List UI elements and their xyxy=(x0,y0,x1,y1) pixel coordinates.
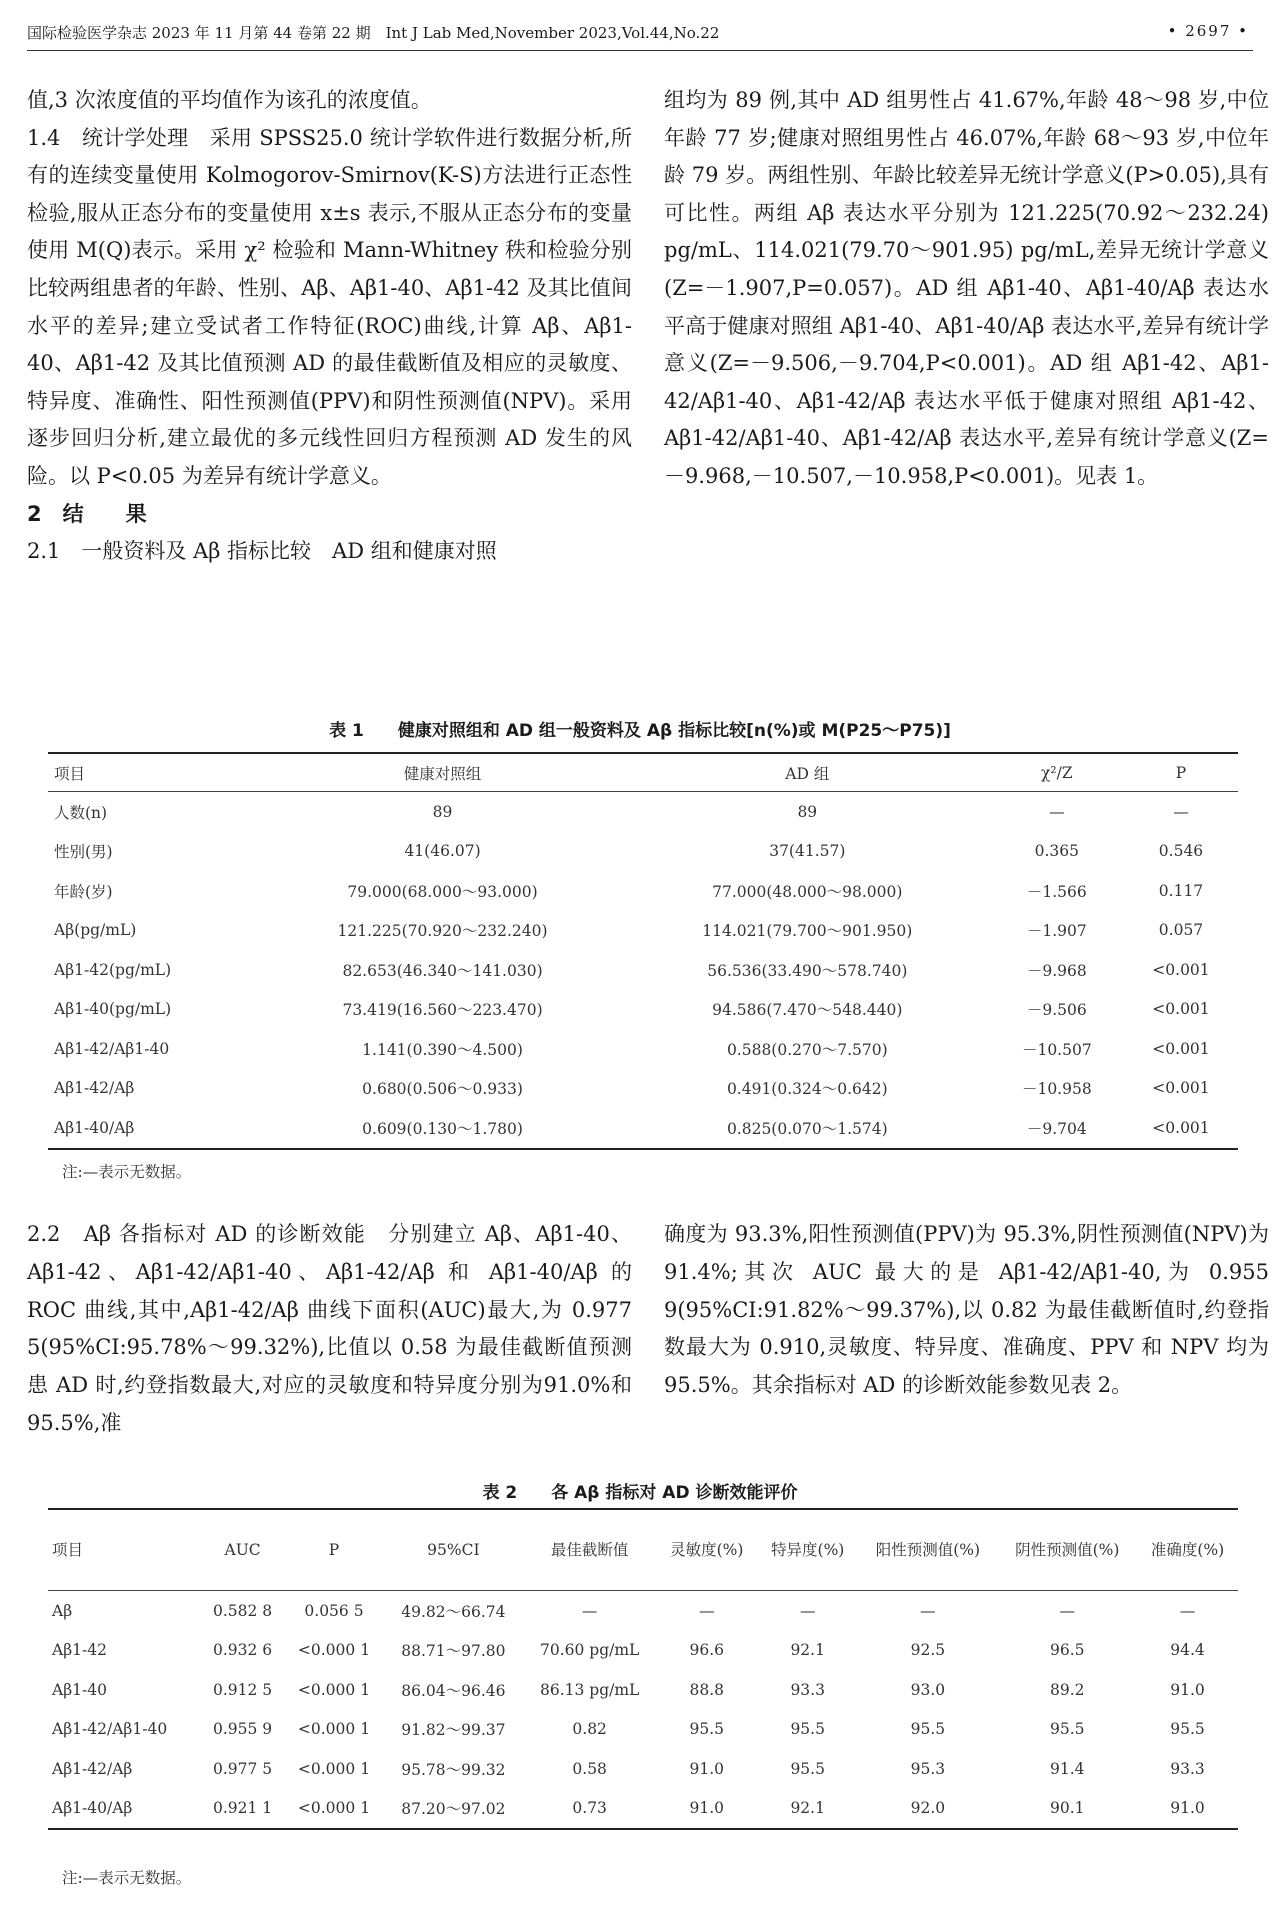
running-header xyxy=(27,18,1253,51)
column-header: 准确度(%) xyxy=(1137,1509,1238,1591)
column-header: 项目 xyxy=(48,753,260,792)
right-column xyxy=(664,82,1269,496)
table-cell: Aβ1-42/Aβ1-40 xyxy=(52,1720,168,1739)
table-row xyxy=(48,1069,1238,1109)
table-cell: 121.225(70.920～232.240) xyxy=(337,922,548,941)
table2 xyxy=(48,1508,1238,1830)
column-header: 项目 xyxy=(48,1509,201,1591)
table-cell: 93.0 xyxy=(910,1680,946,1699)
table-cell: 1.141(0.390～4.500) xyxy=(362,1040,523,1059)
table-cell: 96.5 xyxy=(1050,1641,1085,1660)
table-cell: 87.20～97.02 xyxy=(384,1789,523,1830)
table-cell: 91.82～99.37 xyxy=(401,1721,506,1740)
table-cell: <0.001 xyxy=(1152,1039,1210,1058)
table-cell: Aβ1-40 xyxy=(52,1680,107,1699)
table-cell: 91.0 xyxy=(689,1759,725,1778)
table-cell: －10.507 xyxy=(1021,1040,1092,1059)
table-cell: －10.958 xyxy=(1021,1080,1092,1099)
table-cell: — xyxy=(1179,1601,1196,1620)
table-cell: 92.5 xyxy=(910,1641,946,1660)
table-cell: Aβ xyxy=(52,1601,73,1620)
table-row xyxy=(48,1670,1238,1710)
table-cell: 89.2 xyxy=(1050,1680,1085,1699)
table-cell: Aβ1-42/Aβ xyxy=(52,1759,133,1778)
table-cell: 91.0 xyxy=(1170,1680,1205,1699)
section-2-2-right: 确度为 93.3%,阳性预测值(PPV)为 95.3%,阴性预测值(NPV)为 91.4%;其次 AUC 最大的是 Aβ1-42/Aβ1-40,为 0.955 9(95%CI:91.82%～99.37%),以 0.82 为最佳截断值时,约登指数最大为 0.910,灵敏度、特异度、准确度、PPV 和 NPV 均为 95.5%。其余指标对 AD 的诊断效能参数见表 2。 xyxy=(664,1222,1269,1398)
table-cell: －1.907 xyxy=(1026,922,1087,941)
table-row xyxy=(48,911,1238,951)
table-cell: 93.3 xyxy=(790,1680,825,1699)
table-cell: 年龄(岁) xyxy=(54,882,113,901)
table-row xyxy=(48,1749,1238,1789)
section-2-1-start: 2.1 一般资料及 Aβ 指标比较 AD 组和健康对照 xyxy=(27,539,497,564)
column-header: P xyxy=(1124,753,1238,792)
table-cell: 0.365 xyxy=(1034,842,1080,861)
table-cell: 0.546 xyxy=(1158,842,1204,861)
table-cell: 86.13 pg/mL xyxy=(539,1680,640,1699)
table-cell: 92.0 xyxy=(858,1789,997,1830)
table-cell: 人数(n) xyxy=(54,803,108,822)
table-cell: 0.932 6 xyxy=(212,1641,273,1660)
table-cell: 95.5 xyxy=(910,1720,946,1739)
results-heading: 2 结 果 xyxy=(27,501,147,526)
table-cell: 89 xyxy=(432,802,453,821)
table-cell: 94.586(7.470～548.440) xyxy=(712,1001,903,1020)
table-cell: — xyxy=(799,1601,816,1620)
table-cell: 0.977 5 xyxy=(212,1759,273,1778)
table-cell: 92.1 xyxy=(757,1789,858,1830)
column-header: 特异度(%) xyxy=(757,1509,858,1591)
table-row xyxy=(48,950,1238,990)
section-2-2-left: 2.2 Aβ 各指标对 AD 的诊断效能 分别建立 Aβ、Aβ1-40、Aβ1-42、Aβ1-42/Aβ1-40、Aβ1-42/Aβ 和 Aβ1-40/Aβ 的 ROC 曲线,其中,Aβ1-42/Aβ 曲线下面积(AUC)最大,为 0.977 5(95%CI:95.78%～99.32%),比值以 0.58 为最佳截断值预测患 AD 时,约登指数最大,对应的灵敏度和特异度分别为91.0%和 95.5%,准 xyxy=(27,1222,632,1435)
table-cell: 95.5 xyxy=(689,1720,725,1739)
table-row xyxy=(48,990,1238,1030)
table-cell: 0.921 1 xyxy=(201,1789,284,1830)
paragraph: 组均为 89 例,其中 AD 组男性占 41.67%,年龄 48～98 岁,中位年龄 77 岁;健康对照组男性占 46.07%,年龄 68～93 岁,中位年龄 79 岁。两组性别、年龄比较差异无统计学意义(P>0.05),具有可比性。两组 Aβ 表达水平分别为 121.225(70.92～232.24) pg/mL、114.021(79.70～901.95) pg/mL,差异无统计学意义(Z=－1.907,P=0.057)。AD 组 Aβ1-40、Aβ1-40/Aβ 表达水平高于健康对照组 Aβ1-40、Aβ1-40/Aβ 表达水平,差异有统计学意义(Z=－9.506,－9.704,P<0.001)。AD 组 Aβ1-42、Aβ1-42/Aβ1-40、Aβ1-42/Aβ 表达水平低于健康对照组 Aβ1-42、Aβ1-42/Aβ1-40、Aβ1-42/Aβ 表达水平,差异有统计学意义(Z=－9.968,－10.507,－10.958,P<0.001)。见表 1。 xyxy=(664,88,1269,488)
table-row xyxy=(48,792,1238,832)
column-header: 最佳截断值 xyxy=(523,1509,656,1591)
table-row xyxy=(48,1108,1238,1149)
table-cell: 77.000(48.000～98.000) xyxy=(712,882,903,901)
table-cell: <0.000 1 xyxy=(297,1759,371,1778)
table-cell: <0.000 1 xyxy=(297,1641,371,1660)
table-cell: 89 xyxy=(797,802,818,821)
table-cell: 性别(男) xyxy=(54,843,113,862)
column-header: AD 组 xyxy=(625,753,990,792)
column-header: AUC xyxy=(201,1509,284,1591)
table-cell: 91.0 xyxy=(1137,1789,1238,1830)
table-cell: <0.001 xyxy=(1152,1079,1210,1098)
table-cell: Aβ1-40(pg/mL) xyxy=(54,1000,172,1019)
table-cell: Aβ1-40/Aβ xyxy=(48,1789,201,1830)
table-cell: — xyxy=(1059,1601,1076,1620)
table-cell: －9.968 xyxy=(1026,961,1087,980)
journal-info: 国际检验医学杂志 2023 年 11 月第 44 卷第 22 期 Int J Lab Med,November 2023,Vol.44,No.22 xyxy=(27,24,720,42)
column-header: 健康对照组 xyxy=(260,753,625,792)
table-cell: 95.5 xyxy=(1170,1720,1205,1739)
table-cell: Aβ1-40/Aβ xyxy=(48,1108,260,1149)
table-row xyxy=(48,1710,1238,1750)
table-cell: 0.955 9 xyxy=(212,1720,273,1739)
table2-caption: 表 2 各 Aβ 指标对 AD 诊断效能评价 xyxy=(482,1483,798,1503)
table-cell: 88.8 xyxy=(689,1680,725,1699)
column-header: 95%CI xyxy=(384,1509,523,1591)
table-cell: 0.82 xyxy=(572,1720,607,1739)
left-column xyxy=(27,82,632,571)
table-cell: 0.582 8 xyxy=(212,1601,273,1620)
table-cell: <0.000 1 xyxy=(297,1720,371,1739)
table-row xyxy=(48,871,1238,911)
table-row xyxy=(48,1029,1238,1069)
table2-note: 注:—表示无数据。 xyxy=(62,1869,192,1887)
table-cell: 95.5 xyxy=(790,1720,825,1739)
table-cell: Aβ1-42/Aβ xyxy=(54,1079,135,1098)
table-cell: 0.057 xyxy=(1158,921,1204,940)
table-cell: 49.82～66.74 xyxy=(401,1602,506,1621)
table-cell: 0.680(0.506～0.933) xyxy=(362,1080,523,1099)
table-cell: 41(46.07) xyxy=(404,842,481,861)
table-row xyxy=(48,1789,1238,1830)
table-cell: Aβ1-42 xyxy=(52,1641,107,1660)
table-cell: 70.60 pg/mL xyxy=(539,1641,640,1660)
table-cell: 88.71～97.80 xyxy=(401,1642,506,1661)
column-header: 阳性预测值(%) xyxy=(858,1509,997,1591)
table-cell: 95.78～99.32 xyxy=(401,1760,506,1779)
table-cell: 90.1 xyxy=(998,1789,1137,1830)
table-cell: 91.0 xyxy=(656,1789,757,1830)
table-cell: 0.609(0.130～1.780) xyxy=(260,1108,625,1149)
table-cell: 0.825(0.070～1.574) xyxy=(625,1108,990,1149)
table-cell: <0.001 xyxy=(1152,960,1210,979)
table-cell: 0.491(0.324～0.642) xyxy=(726,1080,888,1099)
table-cell: 96.6 xyxy=(689,1641,725,1660)
table-row xyxy=(48,832,1238,872)
table-cell: 73.419(16.560～223.470) xyxy=(342,1001,543,1020)
table-cell: 37(41.57) xyxy=(769,842,846,861)
table-cell: 95.5 xyxy=(1050,1720,1085,1739)
table-cell: 79.000(68.000～93.000) xyxy=(347,882,538,901)
table-cell: 0.73 xyxy=(523,1789,656,1830)
table-cell: －1.566 xyxy=(1026,882,1087,901)
table-cell: — xyxy=(581,1601,598,1620)
table-cell: 0.056 5 xyxy=(304,1601,364,1620)
table-cell: — xyxy=(1049,802,1065,821)
column-header: χ²/Z xyxy=(990,753,1124,792)
table-cell: 0.117 xyxy=(1158,881,1204,900)
column-header: 灵敏度(%) xyxy=(656,1509,757,1591)
table-cell: Aβ1-42(pg/mL) xyxy=(54,960,172,979)
table-row xyxy=(48,1631,1238,1671)
table-cell: — xyxy=(699,1601,715,1620)
column-header: 阴性预测值(%) xyxy=(998,1509,1137,1591)
table-cell: Aβ1-42/Aβ1-40 xyxy=(54,1039,170,1058)
table-cell: 92.1 xyxy=(790,1641,825,1660)
table-cell: 82.653(46.340～141.030) xyxy=(342,961,543,980)
table-cell: 95.5 xyxy=(790,1759,825,1778)
table-cell: 93.3 xyxy=(1170,1759,1205,1778)
table1 xyxy=(48,752,1238,1150)
table-cell: <0.000 1 xyxy=(284,1789,383,1830)
table-cell: <0.001 xyxy=(1152,1000,1210,1019)
column-header: P xyxy=(284,1509,383,1591)
paragraph: 值,3 次浓度值的平均值作为该孔的浓度值。 xyxy=(27,88,432,112)
table-cell: 91.4 xyxy=(1050,1759,1085,1778)
table-cell: — xyxy=(920,1601,936,1620)
table-cell: －9.506 xyxy=(1026,1001,1087,1020)
table-cell: 0.58 xyxy=(572,1759,607,1778)
page-number: • 2697 • xyxy=(1167,22,1249,40)
section-1-4: 1.4 统计学处理 采用 SPSS25.0 统计学软件进行数据分析,所有的连续变量使用 Kolmogorov-Smirnov(K-S)方法进行正态性检验,服从正态分布的变量使用 x±s 表示,不服从正态分布的变量使用 M(Q)表示。采用 χ² 检验和 Mann-Whitney 秩和检验分别比较两组患者的年龄、性别、Aβ、Aβ1-40、Aβ1-42 及其比值间水平的差异;建立受试者工作特征(ROC)曲线,计算 Aβ、Aβ1-40、Aβ1-42 及其比值预测 AD 的最佳截断值及相应的灵敏度、特异度、准确性、阳性预测值(PPV)和阴性预测值(NPV)。采用逐步回归分析,建立最优的多元线性回归方程预测 AD 发生的风险。以 P<0.05 为差异有统计学意义。 xyxy=(27,125,632,488)
table1-note: 注:—表示无数据。 xyxy=(62,1163,192,1181)
table-cell: －9.704 xyxy=(990,1108,1124,1149)
table-cell: Aβ(pg/mL) xyxy=(54,921,137,940)
table-cell: 95.3 xyxy=(910,1759,946,1778)
table-cell: 86.04～96.46 xyxy=(401,1681,506,1700)
table-cell: 94.4 xyxy=(1170,1641,1205,1660)
table-cell: 0.912 5 xyxy=(212,1680,273,1699)
table-cell: <0.000 1 xyxy=(297,1680,371,1699)
table1-caption: 表 1 健康对照组和 AD 组一般资料及 Aβ 指标比较[n(%)或 M(P25～P75)] xyxy=(329,721,951,741)
table-cell: 0.588(0.270～7.570) xyxy=(726,1040,888,1059)
table-cell: — xyxy=(1173,802,1189,821)
table-cell: 56.536(33.490～578.740) xyxy=(707,961,908,980)
table-cell: <0.001 xyxy=(1124,1108,1238,1149)
table-row xyxy=(48,1591,1238,1631)
table-cell: 114.021(79.700～901.950) xyxy=(702,922,913,941)
